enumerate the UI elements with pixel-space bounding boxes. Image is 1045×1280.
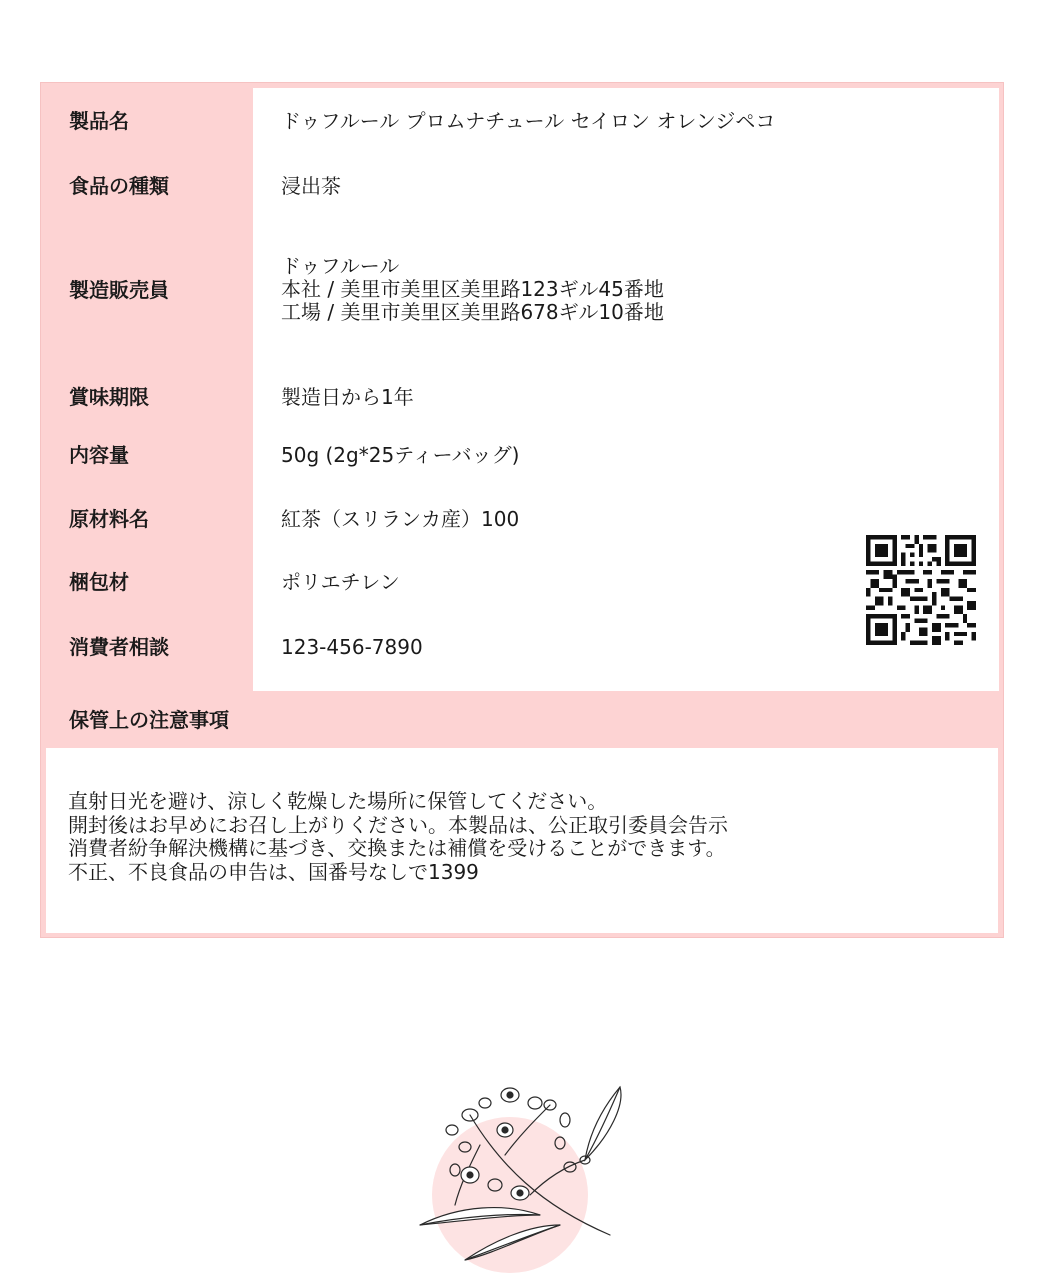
storage-notice-text <box>68 790 728 884</box>
storage-line-3: 消費者紛争解決機構に基づき、交換または補償を受けることができます。 <box>68 836 726 860</box>
value-manufacturer <box>281 255 664 324</box>
label-expiry: 賞味期限 <box>69 385 149 409</box>
label-packaging: 梱包材 <box>69 570 129 594</box>
manufacturer-head-office: 本社 / 美里市美里区美里路123ギル45番地 <box>281 277 664 301</box>
label-content-amount: 内容量 <box>69 443 129 467</box>
storage-line-4: 不正、不良食品の申告は、国番号なしで1399 <box>68 859 479 884</box>
botanical-flower-illustration <box>410 1075 640 1275</box>
label-food-type: 食品の種類 <box>69 174 169 198</box>
label-ingredients: 原材料名 <box>69 507 149 531</box>
qr-code-icon <box>866 535 976 645</box>
storage-line-1: 直射日光を避け、涼しく乾燥した場所に保管してください。 <box>68 789 608 813</box>
value-expiry: 製造日から1年 <box>281 385 414 409</box>
storage-line-2: 開封後はお早めにお召し上がりください。本製品は、公正取引委員会告示 <box>68 812 728 837</box>
value-ingredients: 紅茶（スリランカ産）100 <box>281 507 520 531</box>
storage-title: 保管上の注意事項 <box>69 708 229 732</box>
label-manufacturer: 製造販売員 <box>69 278 169 302</box>
label-product-name: 製品名 <box>69 109 129 133</box>
product-label-card <box>40 82 1004 938</box>
value-consumer-contact: 123-456-7890 <box>281 635 423 659</box>
value-packaging: ポリエチレン <box>281 570 400 594</box>
manufacturer-name: ドゥフルール <box>281 254 400 278</box>
value-food-type: 浸出茶 <box>281 174 341 198</box>
storage-notice-box <box>46 748 998 933</box>
label-column <box>41 83 253 691</box>
value-product-name: ドゥフルール プロムナチュール セイロン オレンジペコ <box>281 109 776 133</box>
manufacturer-factory: 工場 / 美里市美里区美里路678ギル10番地 <box>281 300 664 324</box>
label-consumer-contact: 消費者相談 <box>69 635 169 659</box>
product-info-table <box>41 83 1003 691</box>
value-content-amount: 50g (2g*25ティーバッグ) <box>281 443 520 467</box>
